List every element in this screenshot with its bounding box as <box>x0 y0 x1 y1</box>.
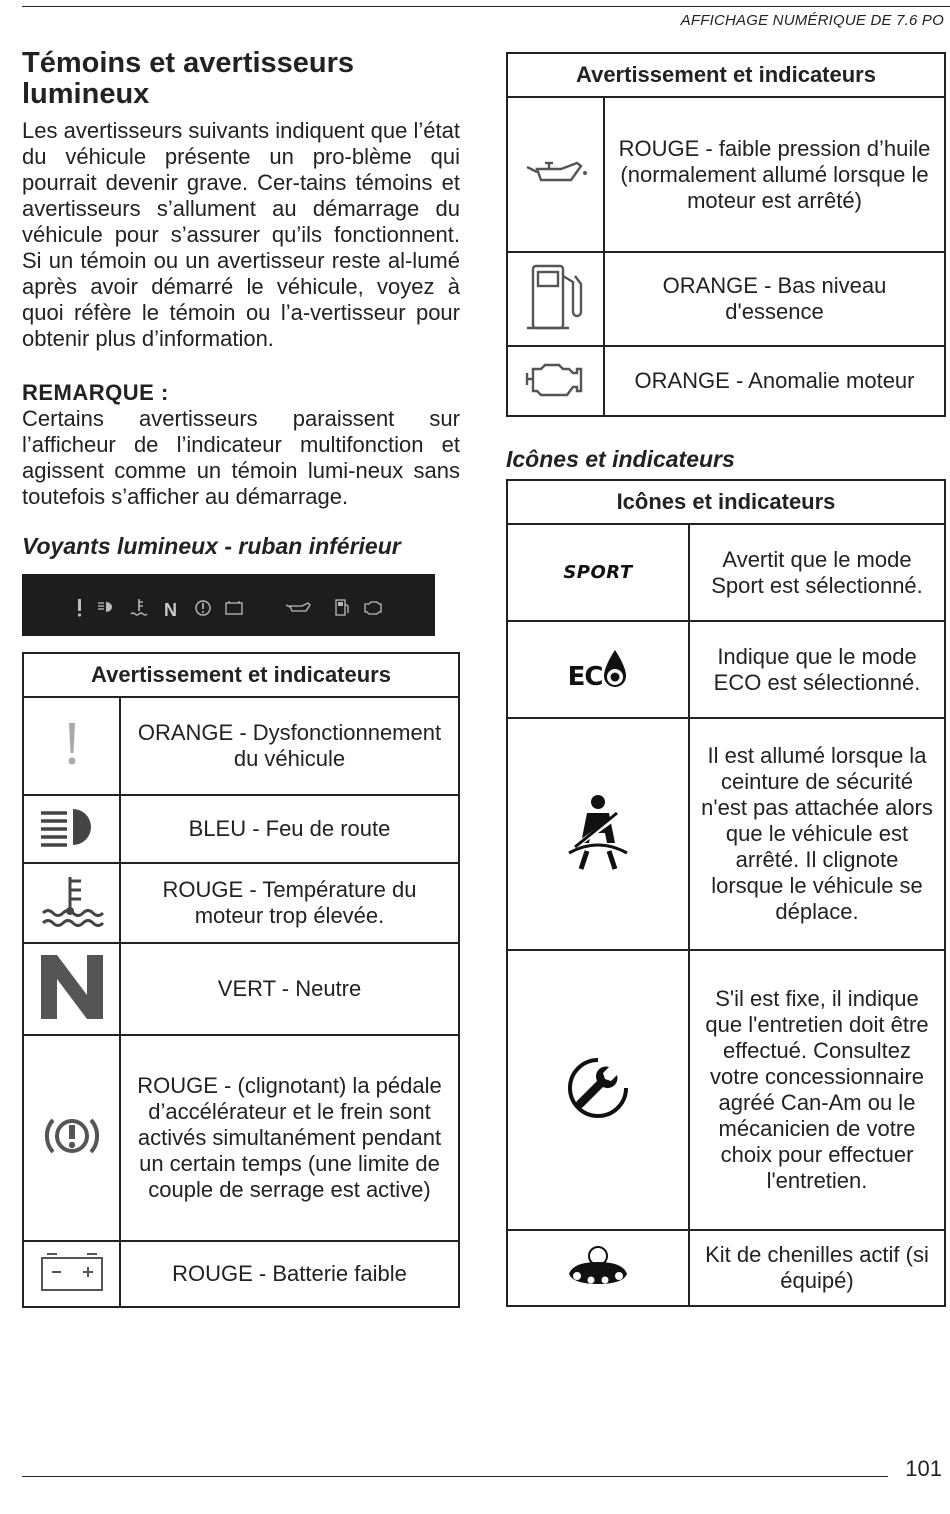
table-row <box>507 718 945 950</box>
eco-mode-icon <box>507 621 689 718</box>
row-text: Il est allumé lorsque la ceinture de sécurité n'est pas attachée alors que le véhicule est arrêté. Il clignote lorsque le véhicule se déplace. <box>689 718 945 950</box>
table-row <box>23 863 459 943</box>
neutral-n-icon <box>23 943 120 1035</box>
right-table1-header: Avertissement et indicateurs <box>507 53 945 97</box>
right-warning-table <box>506 52 946 417</box>
row-text: ROUGE - Température du moteur trop élevée. <box>120 863 459 943</box>
lower-ribbon-image <box>22 574 435 636</box>
maintenance-wrench-icon <box>507 950 689 1230</box>
page-number: 101 <box>905 1456 942 1481</box>
table-row <box>23 943 459 1035</box>
exclamation-icon <box>23 697 120 795</box>
row-text: ROUGE - (clignotant) la pédale d’accélérateur et le frein sont activés simultanément pendant un certain temps (une limite de couple de serrage est active) <box>120 1035 459 1241</box>
high-beam-icon <box>23 795 120 863</box>
left-table-header: Avertissement et indicateurs <box>23 653 459 697</box>
top-rule <box>22 6 950 7</box>
table-row <box>507 621 945 718</box>
table-row <box>507 950 945 1230</box>
intro-paragraph: Les avertisseurs suivants indiquent que l’état du véhicule présente un pro-blème qui pourrait devenir grave. Cer-tains témoins et avertisseurs s’allument au démarrage du véhicule pour s’assurer qu’ils fonctionnent. Si un témoin ou un avertisseur reste al-lumé après avoir démarré le véhicule, voyez à quoi réfère le témoin ou l’a-vertisseur pour obtenir plus d’information. <box>22 118 460 351</box>
table-row <box>507 97 945 252</box>
eco-label: EC <box>567 661 603 692</box>
table-row <box>23 1035 459 1241</box>
row-text: VERT - Neutre <box>120 943 459 1035</box>
left-warning-table <box>22 652 460 1308</box>
row-text: Kit de chenilles actif (si équipé) <box>689 1230 945 1306</box>
table-row <box>23 795 459 863</box>
row-text: BLEU - Feu de route <box>120 795 459 863</box>
coolant-temperature-icon <box>23 863 120 943</box>
row-text: Avertit que le mode Sport est sélectionné. <box>689 524 945 621</box>
table-row <box>507 1230 945 1306</box>
check-engine-icon <box>507 346 604 416</box>
sport-mode-icon <box>507 524 689 621</box>
footer-rule <box>22 1476 888 1477</box>
right-icons-table <box>506 479 946 1307</box>
svg-text:N: N <box>164 600 177 620</box>
seatbelt-icon <box>507 718 689 950</box>
left-column <box>22 48 460 1308</box>
row-text: ROUGE - faible pression d’huile (normalement allumé lorsque le moteur est arrêté) <box>604 97 945 252</box>
row-text: ORANGE - Anomalie moteur <box>604 346 945 416</box>
table-row <box>507 524 945 621</box>
oil-can-icon <box>507 97 604 252</box>
sport-label: SPORT <box>563 562 633 583</box>
row-text: ORANGE - Bas niveau d'essence <box>604 252 945 346</box>
eco-drop-icon <box>602 648 628 692</box>
table-row <box>23 1241 459 1307</box>
row-text: Indique que le mode ECO est sélectionné. <box>689 621 945 718</box>
track-kit-icon <box>507 1230 689 1306</box>
row-text: S'il est fixe, il indique que l'entretien doit être effectué. Consultez votre concessionnaire agréé Can-Am ou le mécanicien de votre choix pour effectuer l'entretien. <box>689 950 945 1230</box>
right-table2-header: Icônes et indicateurs <box>507 480 945 524</box>
running-head: AFFICHAGE NUMÉRIQUE DE 7.6 PO <box>680 12 944 29</box>
remark-text: Certains avertisseurs paraissent sur l’afficheur de l’indicateur multifonction et agissent comme un témoin lumi-neux sans toutefois s’afficher au démarrage. <box>22 406 460 509</box>
table-row <box>23 697 459 795</box>
battery-icon <box>23 1241 120 1307</box>
fuel-pump-icon <box>507 252 604 346</box>
remark-title: REMARQUE : <box>22 380 169 405</box>
right-column <box>506 52 946 1307</box>
table-row <box>507 252 945 346</box>
row-text: ROUGE - Batterie faible <box>120 1241 459 1307</box>
section-title: Témoins et avertisseurs lumineux <box>22 47 355 110</box>
table-row <box>507 346 945 416</box>
row-text: ORANGE - Dysfonctionnement du véhicule <box>120 697 459 795</box>
brake-throttle-icon <box>23 1035 120 1241</box>
ruban-subhead: Voyants lumineux - ruban inférieur <box>22 533 401 559</box>
icons-subhead: Icônes et indicateurs <box>506 446 735 472</box>
